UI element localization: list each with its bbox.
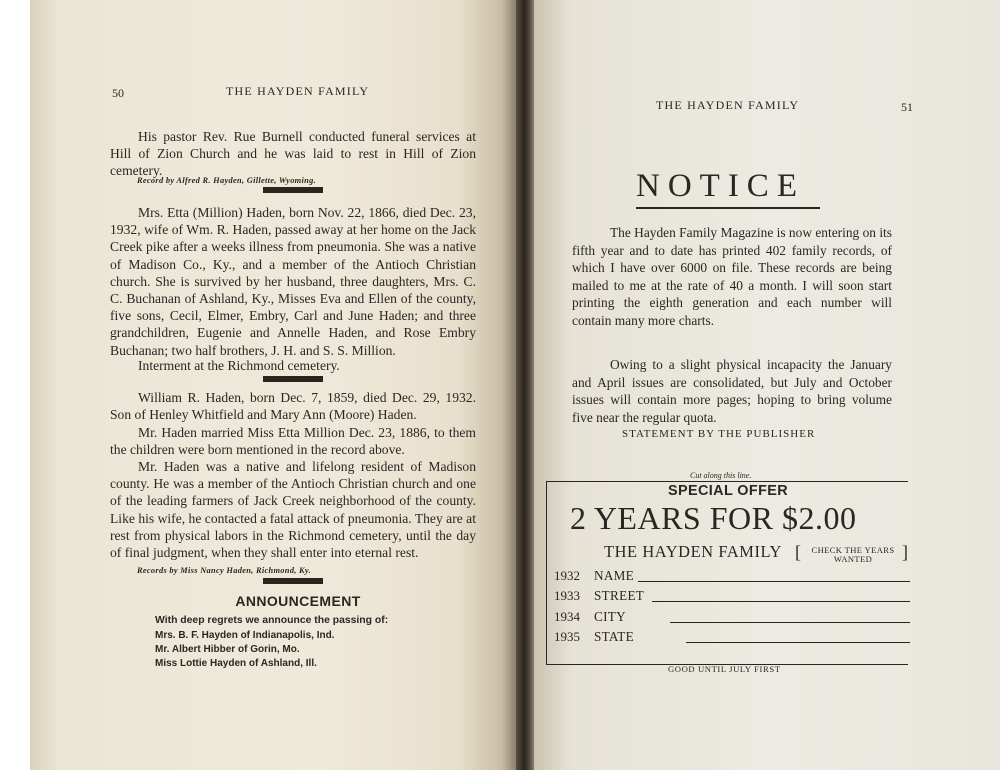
good-until-note: GOOD UNTIL JULY FIRST bbox=[668, 664, 781, 674]
announcement-name: Mr. Albert Hibber of Gorin, Mo. bbox=[155, 644, 300, 655]
statement-by-publisher: STATEMENT BY THE PUBLISHER bbox=[622, 428, 816, 440]
paragraph: Mr. Haden married Miss Etta Million Dec. 23, 1886, to them the children were born mentioned in the record above. bbox=[110, 425, 476, 458]
paragraph: Interment at the Richmond cemetery. bbox=[138, 358, 340, 373]
coupon-top-border bbox=[546, 481, 908, 482]
street-label: STREET bbox=[594, 588, 645, 603]
separator-bar bbox=[263, 376, 323, 382]
year-1934[interactable]: 1934 bbox=[554, 609, 580, 624]
announcement-name: Miss Lottie Hayden of Ashland, Ill. bbox=[155, 658, 317, 669]
announcement-heading: ANNOUNCEMENT bbox=[235, 593, 361, 609]
check-line-2: WANTED bbox=[833, 554, 873, 564]
name-label: NAME bbox=[594, 568, 635, 583]
state-label: STATE bbox=[594, 629, 635, 644]
offer-family-title: THE HAYDEN FAMILY bbox=[604, 542, 782, 561]
announcement-intro: With deep regrets we announce the passing of: bbox=[155, 615, 389, 626]
offer-price: 2 YEARS FOR $2.00 bbox=[570, 500, 857, 536]
bracket-right: ] bbox=[902, 542, 908, 562]
notice-title: NOTICE bbox=[636, 168, 805, 204]
year-1933[interactable]: 1933 bbox=[554, 588, 580, 603]
check-years-note bbox=[804, 546, 902, 564]
announcement-name: Mrs. B. F. Hayden of Indianapolis, Ind. bbox=[155, 630, 335, 641]
page-number: 51 bbox=[901, 100, 913, 114]
paragraph: Owing to a slight physical incapacity the January and April issues are consolidated, but July and October issues will contain more pages; hoping to bring volume five near the regular quota. bbox=[572, 357, 892, 425]
city-label: CITY bbox=[594, 609, 626, 624]
record-credit: Records by Miss Nancy Haden, Richmond, Ky. bbox=[137, 566, 311, 575]
paragraph: His pastor Rev. Rue Burnell conducted funeral services at Hill of Zion Church and he was laid to rest in Hill of Zion cemetery. bbox=[110, 129, 476, 179]
coupon-left-border bbox=[546, 481, 547, 665]
separator-bar bbox=[263, 187, 323, 193]
running-head: THE HAYDEN FAMILY bbox=[656, 98, 800, 112]
page-number: 50 bbox=[112, 86, 124, 100]
year-1935[interactable]: 1935 bbox=[554, 629, 580, 644]
city-field[interactable] bbox=[670, 622, 910, 623]
name-field[interactable] bbox=[638, 581, 910, 582]
check-line-1: CHECK THE YEARS bbox=[811, 545, 895, 555]
separator-bar bbox=[263, 578, 323, 584]
paragraph: Mr. Haden was a native and lifelong resident of Madison county. He was a member of the Antioch Christian church and one of the leading farmers of Jack Creek neighborhood of the county. Like his wife, he contacted a fatal attack of pneumonia. They are at rest from physical labors in the Richmond cemetery, until the day of final judgment, when they shall enter into eternal rest. bbox=[110, 459, 476, 561]
book-spread bbox=[30, 0, 1000, 770]
state-field[interactable] bbox=[686, 642, 910, 643]
record-credit: Record by Alfred R. Hayden, Gillette, Wyoming. bbox=[137, 176, 316, 185]
paragraph: Mrs. Etta (Million) Haden, born Nov. 22, 1866, died Dec. 23, 1932, wife of Wm. R. Haden, passed away at her home on the Jack Creek pike after a weeks illness from pneumonia. She was a native of Madison Co., Ky., and a member of the Antioch Christian church. She is survived by her husband, three daughters, Mrs. C. C. Buchanan of Ashland, Ky., Misses Eva and Ellen of the county, five sons, Cecil, Elmer, Embry, Carl and June Haden; and three grandchildren, Eugenie and Annelle Haden, and Rose Embry Buchanan; two half brothers, J. H. and S. S. Million. bbox=[110, 205, 476, 358]
special-offer-heading: SPECIAL OFFER bbox=[668, 483, 789, 499]
left-page bbox=[30, 0, 516, 770]
street-field[interactable] bbox=[652, 601, 910, 602]
paragraph: William R. Haden, born Dec. 7, 1859, died Dec. 29, 1932. Son of Henley Whitfield and Mary Ann (Moore) Haden. bbox=[110, 390, 476, 423]
cut-line-label: Cut along this line. bbox=[690, 471, 752, 480]
right-page bbox=[534, 0, 1000, 770]
year-1932[interactable]: 1932 bbox=[554, 568, 580, 583]
notice-underline bbox=[636, 207, 820, 209]
running-head: THE HAYDEN FAMILY bbox=[226, 84, 370, 98]
book-gutter bbox=[516, 0, 534, 770]
bracket-left: [ bbox=[795, 542, 801, 562]
paragraph: The Hayden Family Magazine is now entering on its fifth year and to date has printed 402 family records, of which I have over 6000 on file. These records are being mailed to me at the rate of 40 a month. I will soon start printing the eighth generation and each number will contain many more charts. bbox=[572, 225, 892, 328]
